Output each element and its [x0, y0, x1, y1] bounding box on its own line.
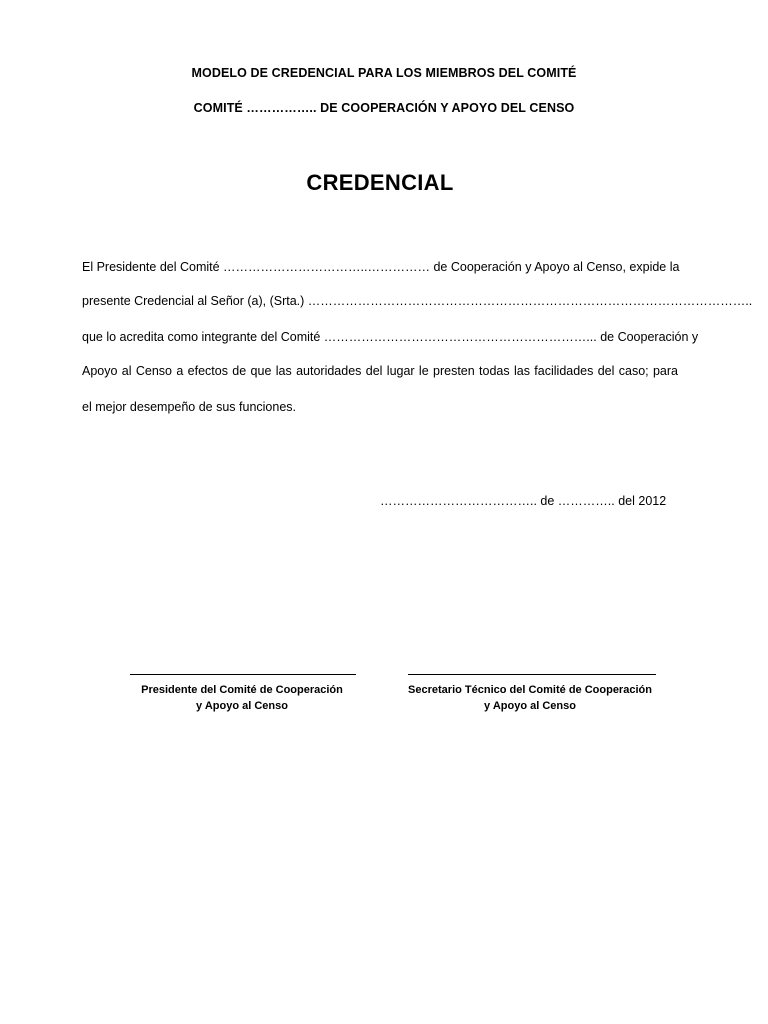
- president-signature-block: [112, 674, 372, 714]
- president-caption-line1: Presidente del Comité de Cooperación: [141, 684, 343, 696]
- signature-line: [408, 674, 656, 675]
- body-line-5: el mejor desempeño de sus funciones.: [82, 400, 297, 414]
- body-line-4: Apoyo al Censo a efectos de que las autoridades del lugar le presten todas las facilidades del caso; para: [82, 364, 678, 378]
- body-line-3: que lo acredita como integrante del Comité ………………………………………………………... de Cooperación y: [82, 330, 699, 344]
- president-caption-line2: y Apoyo al Censo: [196, 700, 288, 712]
- secretary-caption-line1: Secretario Técnico del Comité de Cooperación: [408, 684, 652, 696]
- date-line: ……………………………….. de ………….. del 2012: [380, 494, 667, 508]
- secretary-caption-line2: y Apoyo al Censo: [484, 700, 576, 712]
- signature-line: [130, 674, 356, 675]
- model-title: MODELO DE CREDENCIAL PARA LOS MIEMBROS DEL COMITÉ: [191, 66, 577, 80]
- secretary-signature-block: [400, 674, 660, 714]
- committee-title: COMITÉ …………….. DE COOPERACIÓN Y APOYO DEL CENSO: [193, 101, 575, 115]
- body-line-2: presente Credencial al Señor (a), (Srta.) ……………………………………………………………………………………………..: [82, 294, 753, 308]
- body-line-1: El Presidente del Comité ……………………………..…………… de Cooperación y Apoyo al Censo, expide la: [82, 260, 680, 274]
- page-title: CREDENCIAL: [306, 170, 454, 195]
